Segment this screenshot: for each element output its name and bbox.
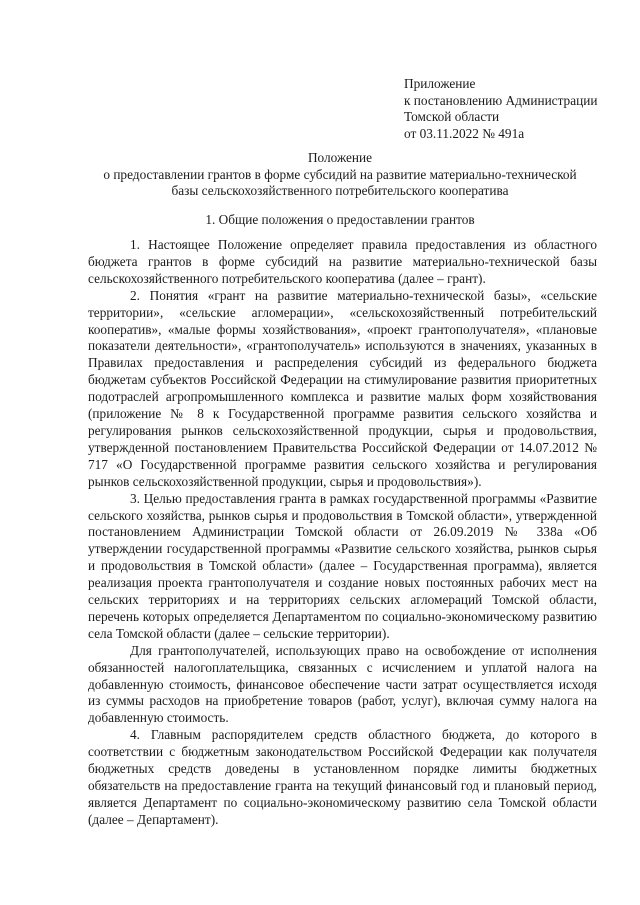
document-title <box>60 150 620 200</box>
appendix-line-4: от 03.11.2022 № 491а <box>404 125 525 141</box>
paragraph-2: 2. Понятия «грант на развитие материально-технической базы», «сельские территории», «сельские агломерации», «сельскохозяйственный потребительский кооператив», «малые формы хозяйствования», «проект грантополучателя», «плановые показатели деятельности», «грантополучатель» используются в значениях, указанных в Правилах предоставления и распределения субсидий из федерального бюджета бюджетам субъектов Российской Федерации на стимулирование развития приоритетных подотраслей агропромышленного комплекса и развитие малых форм хозяйствования (приложение № 8 к Государственной программе развития сельского хозяйства и регулирования рынков сельскохозяйственной продукции, сырья и продовольствия, утвержденной постановлением Правительства Российской Федерации от 14.07.2012 № 717 «О Государственной программе развития сельского хозяйства и регулирования рынков сельскохозяйственной продукции, сырья и продовольствия»). <box>88 287 597 489</box>
paragraph-4: 4. Главным распорядителем средств областного бюджета, до которого в соответствии с бюджетным законодательством Российской Федерации как получателя бюджетных средств доведены в установленном порядке лимиты бюджетных обязательств на предоставление гранта на текущий финансовый год и плановый период, является Департамент по социально-экономическому развитию села Томской области (далее – Департамент). <box>88 727 597 827</box>
paragraph-3: 3. Целью предоставления гранта в рамках государственной программы «Развитие сельского хозяйства, рынков сырья и продовольствия в Томской области», утвержденной постановлением Администрации Томской области от 26.09.2019 № 338а «Об утверждении государственной программы «Развитие сельского хозяйства, рынков сырья и продовольствия в Томской области» (далее – Государственная программа), является реализация проекта грантополучателя и создание новых постоянных рабочих мест на сельских территориях и на территориях сельских агломераций Томской области, перечень которых определяется Департаментом по социально-экономическому развитию села Томской области (далее – сельские территории). <box>88 490 597 641</box>
paragraph-1: 1. Настоящее Положение определяет правила предоставления из областного бюджета грантов в форме субсидий на развитие материально-технической базы сельскохозяйственного потребительского кооператива (далее – грант). <box>88 237 597 286</box>
appendix-block <box>404 76 597 142</box>
section-heading: 1. Общие положения о предоставлении грантов <box>205 212 475 227</box>
title-line-1: Положение <box>307 150 373 165</box>
paragraph-3-continuation: Для грантополучателей, использующих право на освобождение от исполнения обязанностей налогоплательщика, связанных с исчислением и уплатой налога на добавленную стоимость, финансовое обеспечение части затрат осуществляется исходя из суммы расходов на приобретение товаров (работ, услуг), включая сумму налога на добавленную стоимость. <box>88 642 597 726</box>
title-line-3: базы сельскохозяйственного потребительского кооператива <box>171 183 509 199</box>
title-line-2: о предоставлении грантов в форме субсидий на развитие материально-технической <box>103 166 577 182</box>
appendix-line-1: Приложение <box>404 76 476 91</box>
appendix-line-3: Томской области <box>404 109 500 125</box>
appendix-line-2: к постановлению Администрации <box>404 92 598 108</box>
document-body <box>88 237 597 829</box>
